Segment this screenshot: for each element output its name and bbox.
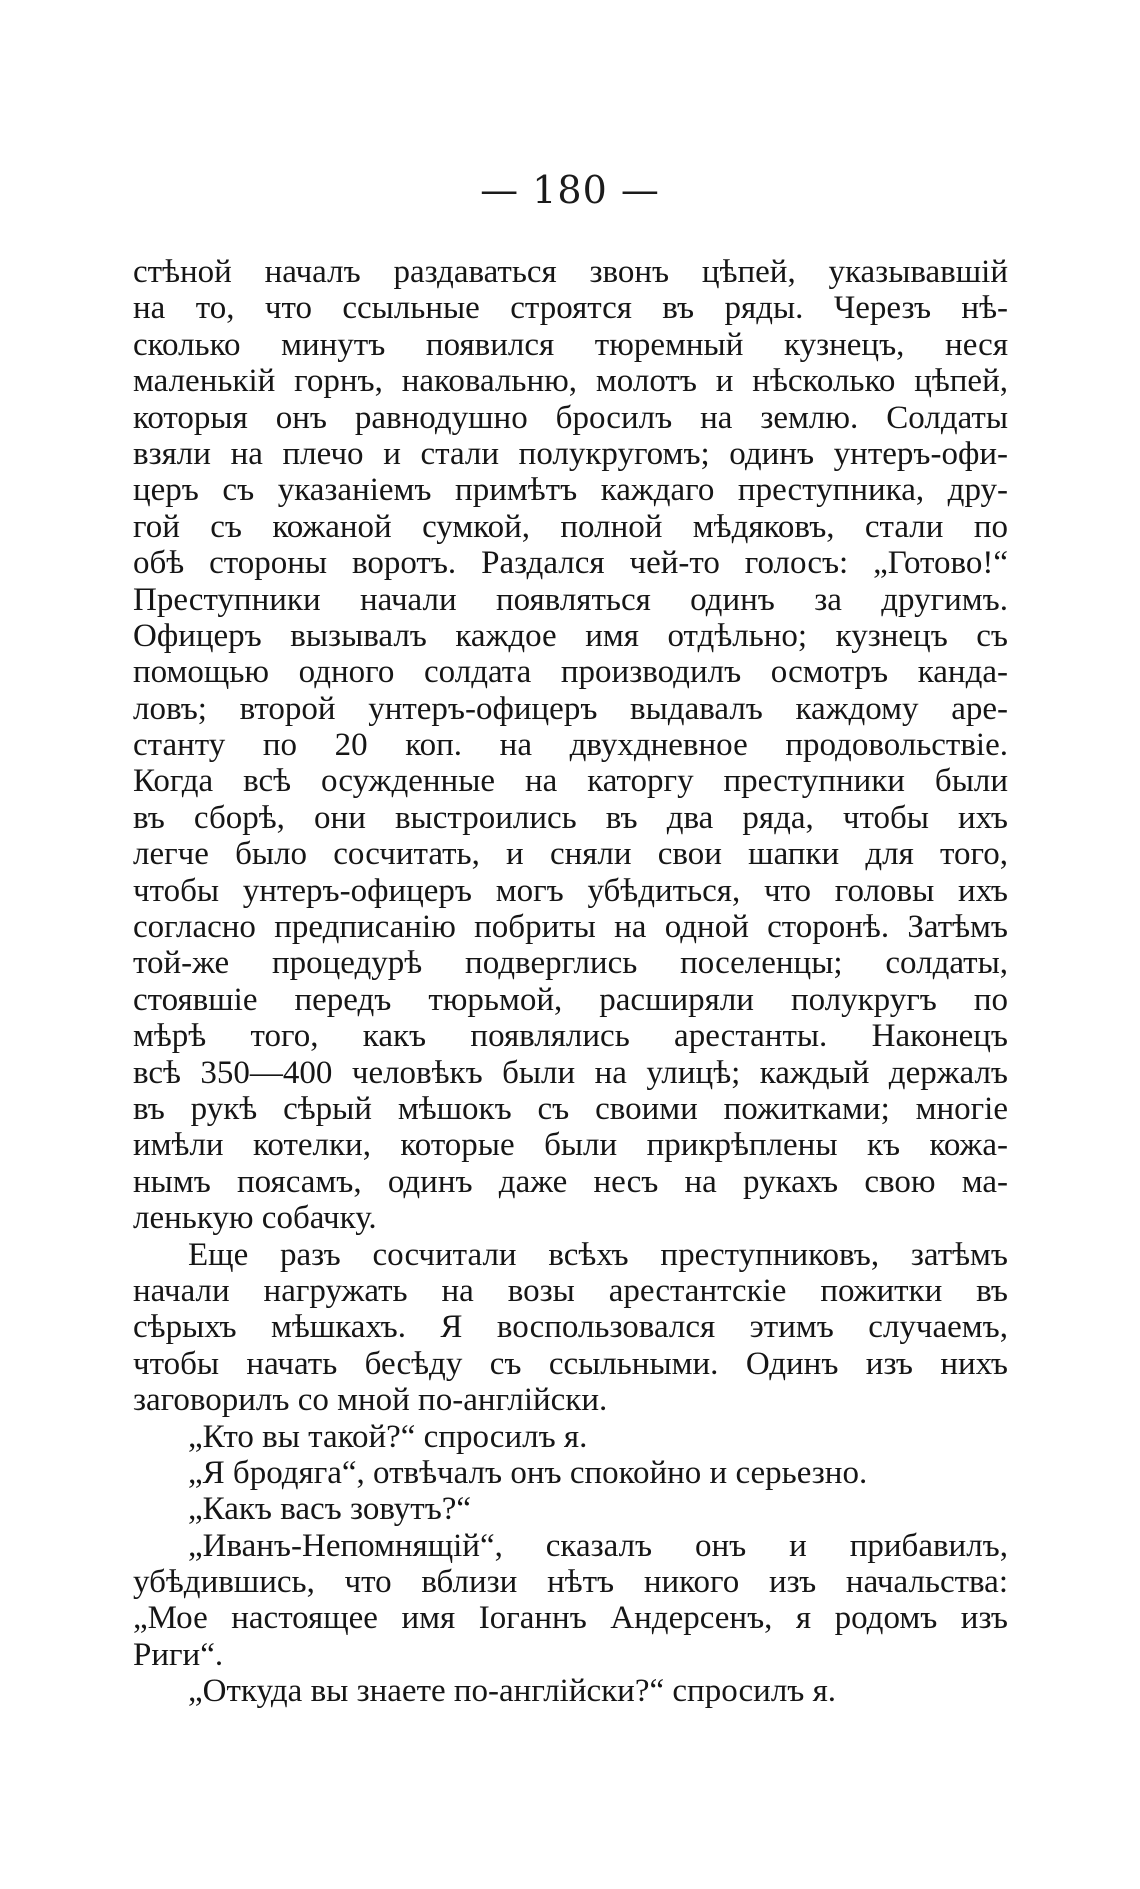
text-line: Преступники начали появляться одинъ за другимъ.	[133, 581, 1008, 618]
text-line: Еще разъ сосчитали всѣхъ преступниковъ, затѣмъ	[188, 1236, 1008, 1273]
text-line: стѣной началъ раздаваться звонъ цѣпей, указывавшій	[133, 254, 1008, 290]
text-line: помощью одного солдата производилъ осмотръ канда-	[133, 654, 1008, 691]
text-line: гой съ кожаной сумкой, полной мѣдяковъ, стали по	[133, 508, 1008, 545]
text-line: имѣли котелки, которые были прикрѣплены къ кожа-	[133, 1127, 1008, 1164]
text-line: той-же процедурѣ подверглись поселенцы; солдаты,	[133, 945, 1008, 982]
text-line: въ сборѣ, они выстроились въ два ряда, чтобы ихъ	[133, 799, 1008, 836]
text-line: „Откуда вы знаете по-англійски?“ спросилъ я.	[188, 1673, 837, 1710]
text-line: ленькую собачку.	[133, 1200, 377, 1237]
text-line: нымъ поясамъ, одинъ даже несъ на рукахъ свою ма-	[133, 1163, 1008, 1200]
text-line: маленькій горнъ, наковальню, молотъ и нѣсколько цѣпей,	[133, 363, 1008, 400]
body-text	[133, 254, 1008, 1710]
text-line: „Кто вы такой?“ спросилъ я.	[188, 1418, 588, 1455]
text-line: которыя онъ равнодушно бросилъ на землю. Солдаты	[133, 399, 1008, 436]
text-line: станту по 20 коп. на двухдневное продовольствіе.	[133, 727, 1008, 764]
text-line: церъ съ указаніемъ примѣтъ каждаго преступника, дру-	[133, 472, 1008, 509]
text-line: чтобы начать бесѣду съ ссыльными. Одинъ изъ нихъ	[133, 1345, 1008, 1382]
text-line: начали нагружать на возы арестантскіе пожитки въ	[133, 1272, 1008, 1309]
text-line: „Мое настоящее имя Іоганнъ Андерсенъ, я родомъ изъ	[133, 1600, 1008, 1637]
text-line: взяли на плечо и стали полукругомъ; одинъ унтеръ-офи-	[133, 435, 1008, 472]
text-line: Когда всѣ осужденные на каторгу преступники были	[133, 763, 1008, 800]
text-line: чтобы унтеръ-офицеръ могъ убѣдиться, что головы ихъ	[133, 872, 1008, 909]
text-line: всѣ 350—400 человѣкъ были на улицѣ; каждый держалъ	[133, 1054, 1008, 1091]
text-line: заговорилъ со мной по-англійски.	[133, 1382, 608, 1419]
text-line: убѣдившись, что вблизи нѣтъ никого изъ начальства:	[133, 1564, 1008, 1601]
text-line: „Я бродяга“, отвѣчалъ онъ спокойно и серьезно.	[188, 1454, 868, 1491]
page-number: — 180 —	[480, 168, 660, 212]
text-line: согласно предписанію побриты на одной сторонѣ. Затѣмъ	[133, 909, 1008, 946]
text-line: ловъ; второй унтеръ-офицеръ выдавалъ каждому аре-	[133, 690, 1008, 727]
text-line: легче было сосчитать, и сняли свои шапки для того,	[133, 836, 1008, 873]
text-line: „Иванъ-Непомнящій“, сказалъ онъ и прибавилъ,	[188, 1527, 1008, 1564]
text-line: стоявшіе передъ тюрьмой, расширяли полукругъ по	[133, 981, 1008, 1018]
text-line: мѣрѣ того, какъ появлялись арестанты. Наконецъ	[133, 1018, 1008, 1055]
text-line: въ рукѣ сѣрый мѣшокъ съ своими пожитками; многіе	[133, 1090, 1008, 1127]
text-line: „Какъ васъ зовутъ?“	[188, 1491, 472, 1528]
text-line: Офицеръ вызывалъ каждое имя отдѣльно; кузнецъ съ	[133, 617, 1008, 654]
text-line: сѣрыхъ мѣшкахъ. Я воспользовался этимъ случаемъ,	[133, 1309, 1008, 1346]
text-line: сколько минутъ появился тюремный кузнецъ, неся	[133, 326, 1008, 363]
text-line: обѣ стороны воротъ. Раздался чей-то голосъ: „Готово!“	[133, 545, 1008, 582]
text-line: на то, что ссыльные строятся въ ряды. Черезъ нѣ-	[133, 290, 1008, 327]
text-line: Риги“.	[133, 1636, 224, 1673]
